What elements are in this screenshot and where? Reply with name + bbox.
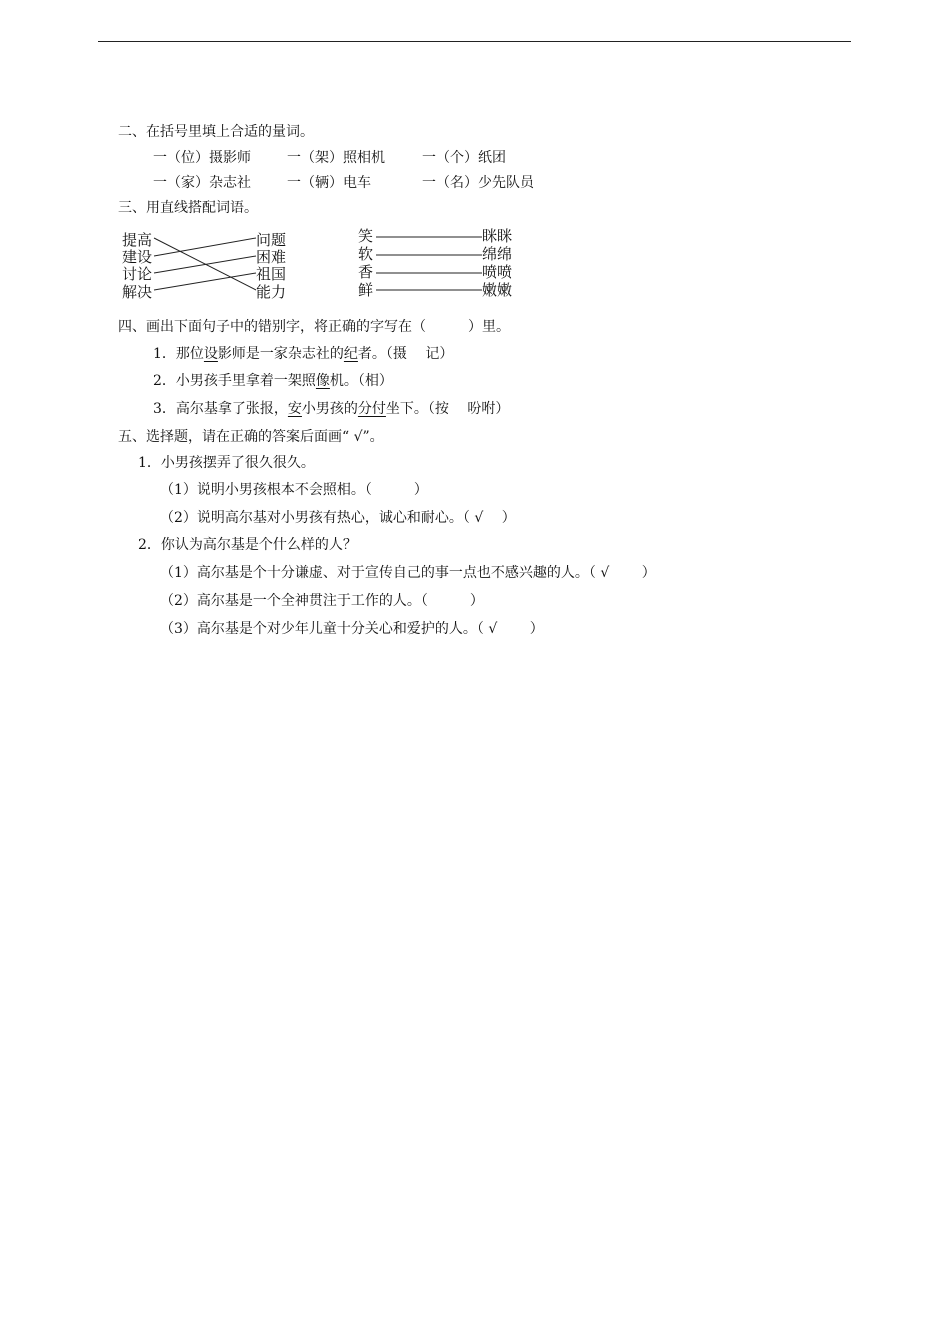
answer: 辆 xyxy=(315,175,329,191)
word-matching-figure xyxy=(118,226,528,308)
match-line xyxy=(154,238,256,256)
answer: 位 xyxy=(181,150,195,166)
answer: 架 xyxy=(315,150,329,166)
answer: 个 xyxy=(450,150,464,166)
match-word-left: 软 xyxy=(358,245,374,263)
match-line xyxy=(154,273,256,290)
measure-word-item: 一（名）少先队员 xyxy=(422,175,534,191)
match-word-left: 香 xyxy=(358,263,374,281)
measure-word-item: 一（辆）电车 xyxy=(287,175,371,191)
measure-word-item: 一（个）纸团 xyxy=(422,150,506,166)
section-2-title: 二、在括号里填上合适的量词。 xyxy=(118,124,314,140)
match-word-left: 讨论 xyxy=(122,265,153,283)
match-word-right: 喷喷 xyxy=(482,263,513,281)
question-2-option-2: （2）高尔基是一个全神贯注于工作的人。（ ） xyxy=(160,593,484,609)
match-word-right: 困难 xyxy=(256,248,287,266)
wrong-char: 纪 xyxy=(343,346,358,362)
match-word-right: 问题 xyxy=(256,231,287,249)
wrong-char: 分付 xyxy=(357,401,386,417)
measure-word-item: 一（家）杂志社 xyxy=(153,175,251,191)
question-2: 2．你认为高尔基是个什么样的人？ xyxy=(138,537,357,553)
question-1: 1．小男孩摆弄了很久很久。 xyxy=(138,455,315,471)
correction-item: 3．高尔基拿了张报，安小男孩的分付坐下。（按 吩咐） xyxy=(153,401,510,417)
match-word-left: 建设 xyxy=(122,248,153,266)
match-word-right: 嫩嫩 xyxy=(482,281,513,299)
question-2-option-3: （3）高尔基是个对少年儿童十分关心和爱护的人。（ √ ） xyxy=(160,621,544,637)
section-3-title: 三、用直线搭配词语。 xyxy=(118,200,258,216)
match-word-left: 笑 xyxy=(358,227,374,245)
answer: 名 xyxy=(450,175,464,191)
match-word-left: 鲜 xyxy=(358,281,374,299)
wrong-char: 像 xyxy=(315,373,330,389)
wrong-char: 安 xyxy=(287,401,302,417)
matching-lines xyxy=(118,226,528,308)
section-5-title: 五、选择题，请在正确的答案后面画“ √”。 xyxy=(118,429,384,445)
correction-item: 2．小男孩手里拿着一架照像机。（相） xyxy=(153,373,393,389)
measure-word-item: 一（架）照相机 xyxy=(287,150,385,166)
match-line xyxy=(154,256,256,273)
correction-item: 1．那位设影师是一家杂志社的纪者。（摄 记） xyxy=(153,346,454,362)
question-1-option-2: （2）说明高尔基对小男孩有热心，诚心和耐心。（ √ ） xyxy=(160,510,516,526)
match-word-right: 绵绵 xyxy=(482,245,513,263)
match-word-right: 能力 xyxy=(256,283,287,301)
match-word-right: 眯眯 xyxy=(482,227,513,245)
header-rule xyxy=(98,41,851,42)
wrong-char: 设 xyxy=(203,346,218,362)
answer: 家 xyxy=(181,175,195,191)
question-1-option-1: （1）说明小男孩根本不会照相。（ ） xyxy=(160,482,428,498)
measure-word-item: 一（位）摄影师 xyxy=(153,150,251,166)
match-word-right: 祖国 xyxy=(256,265,287,283)
section-4-title: 四、画出下面句子中的错别字，将正确的字写在（ ）里。 xyxy=(118,319,510,335)
match-word-left: 解决 xyxy=(122,283,153,301)
match-word-left: 提高 xyxy=(122,231,153,249)
question-2-option-1: （1）高尔基是个十分谦虚、对于宣传自己的事一点也不感兴趣的人。（ √ ） xyxy=(160,565,656,581)
